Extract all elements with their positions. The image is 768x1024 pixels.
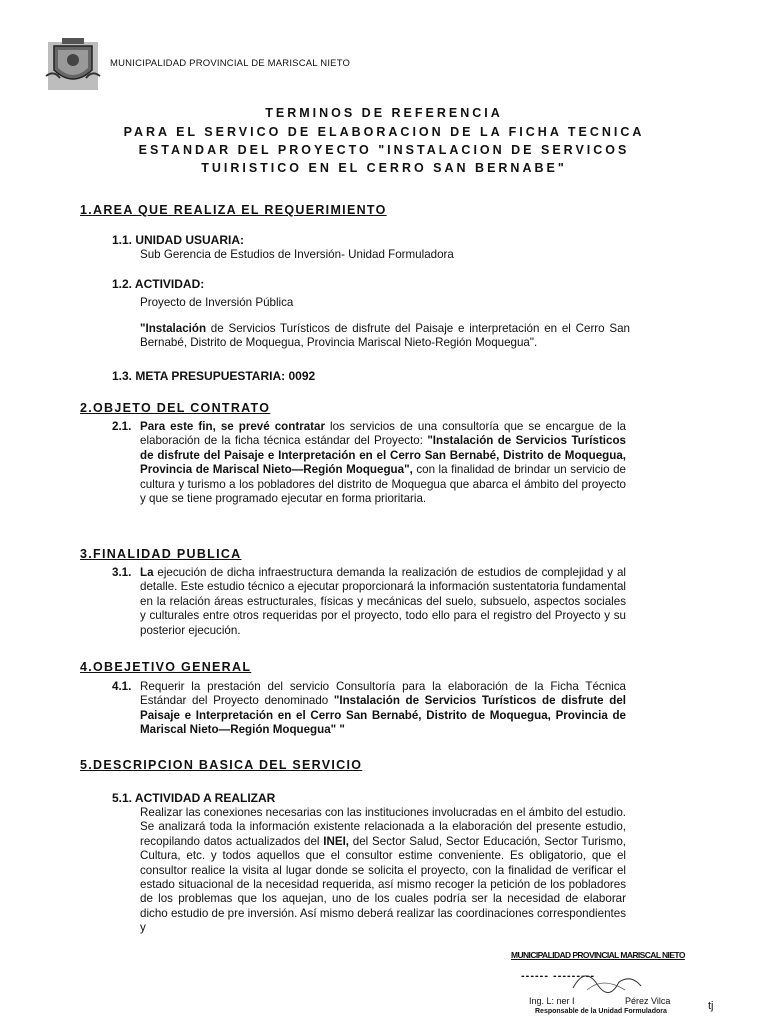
objetivo-bold: "Instalación de Servicios Turísticos de disfrute del Paisaje e Interpretación en el Cerro San Bernabé, Distrito de Moquegua, Provincia de Mariscal Nieto—Región Moquegua" " <box>140 694 626 737</box>
finalidad-body: ejecución de dicha infraestructura demanda la realización de estudios de complejidad y al detalle. Este estudio técnico a ejecutar proporcionará la información sustentatoria fundamental en la relación áreas estructurales, físicas y mecánicas del suelo, subsuelo, aspectos sociales y culturales entre otros requeridas por el proyecto, todo ello para el registro del Proyecto y su posterior ejecución. <box>140 566 626 637</box>
doc-title-line1: TERMINOS DE REFERENCIA <box>265 106 503 120</box>
actividad-body-2: del Sector Salud, Sector Educación, Sector Turismo, Cultura, etc. y todos aquellos que el consultor estime conveniente. Es obligatorio, que el consultor realice la visita al lugar donde se solicita el proyecto, con la finalidad de verificar el estado situacional de la necesidad requerida, así mismo recoger la petición de los pobladores de los problemas que los aquejan, uno de los cuales podría ser la necesidad de elaborar dicho estudio de pre inversión. Así mismo deberá realizar las coordinaciones correspondientes y <box>140 834 626 935</box>
subsection-1-2-heading: 1.2. ACTIVIDAD: <box>112 277 205 291</box>
doc-title-line4: TUIRISTICO EN EL CERRO SAN BERNABE" <box>201 161 567 175</box>
objetivo-text <box>140 680 626 738</box>
item-2-1-number: 2.1. <box>112 420 132 433</box>
project-name-bold: "Instalación <box>140 322 207 335</box>
section-2-heading: 2.OBJETO DEL CONTRATO <box>80 401 271 415</box>
finalidad-bold: La <box>140 566 154 579</box>
item-4-1-number: 4.1. <box>112 680 132 693</box>
section-1-heading: 1.AREA QUE REALIZA EL REQUERIMIENTO <box>80 203 387 217</box>
finalidad-text <box>140 566 626 638</box>
meta-presupuestaria: 1.3. META PRESUPUESTARIA: 0092 <box>112 369 316 383</box>
actividad-text: Proyecto de Inversión Pública <box>140 296 294 309</box>
objeto-text-2: con la finalidad de brindar un servicio de cultura y turismo a los pobladores del distrito de Moquegua que abarca el ámbito del proyecto y que se tiene programado ejecutar en forma prioritaria. <box>140 463 627 506</box>
subsection-5-1-heading: 5.1. ACTIVIDAD A REALIZAR <box>112 791 276 805</box>
signer-role: Responsable de la Unidad Formuladora <box>535 1008 667 1015</box>
objeto-bold-1: Para este fin, se prevé contratar <box>140 420 325 433</box>
actividad-project-text <box>140 322 630 351</box>
doc-title-line3: ESTANDAR DEL PROYECTO "INSTALACION DE SERVICOS <box>138 143 630 157</box>
municipal-seal-icon <box>44 36 102 94</box>
item-3-1-number: 3.1. <box>112 566 132 579</box>
objeto-contrato-text <box>140 420 626 506</box>
signature-institution: MUNICIPALIDAD PROVINCIAL MARISCAL NIETO <box>511 950 685 960</box>
objetivo-body: Requerir la prestación del servicio Consultoría para la elaboración de la Ficha Técnica Estándar del Proyecto denominado <box>140 680 626 708</box>
section-3-heading: 3.FINALIDAD PUBLICA <box>80 547 242 561</box>
doc-title-line2: PARA EL SERVICO DE ELABORACION DE LA FICHA TECNICA <box>123 125 645 139</box>
institution-header: MUNICIPALIDAD PROVINCIAL DE MARISCAL NIETO <box>110 58 351 69</box>
actividad-realizar-text <box>140 806 626 936</box>
section-5-heading: 5.DESCRIPCION BASICA DEL SERVICIO <box>80 758 363 772</box>
signer-name-left: Ing. L: ner I <box>529 996 575 1006</box>
section-4-heading: 4.OBEJETIVO GENERAL <box>80 660 252 674</box>
page-mark: tj <box>708 1000 714 1012</box>
signature-line: ------ --------- <box>521 970 596 982</box>
unidad-usuaria-text: Sub Gerencia de Estudios de Inversión- Unidad Formuladora <box>140 248 454 261</box>
project-name-rest: de Servicios Turísticos de disfrute del Paisaje e interpretación en el Cerro San Bernabé, Distrito de Moquegua, Provincia Mariscal Nieto-Región Moquegua". <box>140 322 630 350</box>
objeto-text-1: los servicios de una consultoría que se encargue de la elaboración de la ficha técnica estándar del Proyecto: <box>140 420 626 448</box>
inei-bold: INEI, <box>323 834 350 848</box>
actividad-body-1: Realizar las conexiones necesarias con las instituciones involucradas en el ámbito del estudio. Se analizará toda la información existente relacionada a la elaboración del presente estudio, recopilando datos actualizados del <box>140 806 626 848</box>
objeto-bold-2: "Instalación de Servicios Turísticos de disfrute del Paisaje e Interpretación en el Cerro San Bernabé, Distrito de Moquegua, Provincia de Mariscal Nieto—Región Moquegua", <box>140 434 627 477</box>
signer-name-right: Pérez Vilca <box>625 996 671 1006</box>
subsection-1-1-heading: 1.1. UNIDAD USUARIA: <box>112 233 245 247</box>
